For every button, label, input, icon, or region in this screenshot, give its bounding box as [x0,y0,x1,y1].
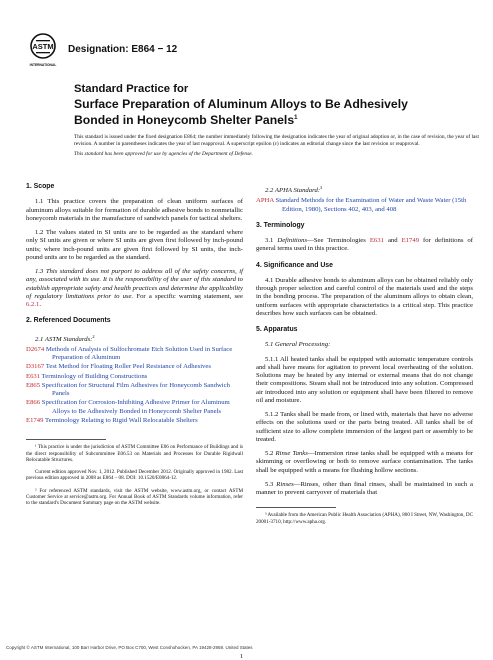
reference-item: E866 Specification for Corrosion-Inhibiting Adhesive Primer for Aluminum Alloys to Be Adhesively Bonded in Honeycomb Shelter Panels [26,399,230,415]
section-significance-heading: 4. Significance and Use [256,261,333,269]
link-6-2-1[interactable]: 6.2.1 [26,301,40,308]
ref-d2674-link[interactable]: D2674 [26,345,45,353]
ref-e865-link[interactable]: E865 [26,381,41,389]
title-footnote-mark: 1 [294,114,298,121]
intro-dod-note: This standard has been approved for use by agencies of the Department of Defense. [74,151,253,158]
ref-e1749-link[interactable]: E1749 [26,416,44,424]
para-5-1-1: 5.1.1 All heated tanks shall be equipped with automatic temperature controls and shall have means for agitation to prevent local overheating of the solution. Solutions may be heated by any internal or external means that do not change their compositions. Steam shall not be introduced into any solution. Compressed air introduced into any solution or equipment shall have been filtered to remove oil and moisture. [256,355,473,404]
section-terminology-heading: 3. Terminology [256,221,305,229]
para-5-1: 5.1 General Processing: [265,341,331,349]
para-1-3-tail: For a specific warning statement, see [133,292,243,300]
reference-item: D3167 Test Method for Floating Roller Peel Resistance of Adhesives [26,363,211,371]
link-e1749[interactable]: E1749 [401,237,420,245]
section-referenced-docs-heading: 2. Referenced Documents [26,317,111,325]
para-5-3: 5.3 Rinses—Rinses, other than final rinses, shall be maintained in such a manner to prevent carryover of materials that [256,480,474,497]
right-column: 2.2 APHA Standard:$^3$ APHA Standard Methods for the Examination of Water and Waste Water (15th Edition, 1980), Sections 402, 403, and 408 3. Terminology 3.1 Definitions—See Terminologies E631 and E1749 for definitions of general terms used in this practice. 4. Significance and Use 4.1 Durable adhesive bonds to aluminum alloys can be obtained reliably only through proper selection and careful control of the materials used and the steps in the bonding process. The preparation of the aluminum alloys to obtain clean, uniform surfaces with appropriate characteristics is a critical step. This practice describes how such surfaces can be obtained. 5. Apparatus 5.1 General Processing: 5.1.1 All heated tanks shall be equipped with automatic temperature controls and shall have means for agitation to prevent local overheating of the solution. Solutions may be heated by any internal or external means that do not change their compositions. Steam shall not be introduced into any solution. Compressed air introduced into any solution or equipment shall have been filtered to remove oil and moisture. 5.1.2 Tanks shall be made from, or lined with, materials that have no adverse effects on the solutions used or the parts being treated. All tanks shall be of sufficient size to allow complete immersion of the largest part or assembly to be treated. 5.2 Rinse Tanks—Immersion rinse tanks shall be equipped with a means for skimming or overflowing or both to remove surface contamination. The tanks shall be equipped with a means for flushing hollow sections. 5.3 Rinses—Rinses, other than final rinses, shall be maintained in such a manner to prevent carryover of materials that ³ Available from the American Public Health Association (APHA), 800 I Street, NW, Washington, DC 20001-3710, http://www.apha.org. [256,185,474,525]
apha-standard-label: 2.2 APHA Standard: [265,187,321,195]
footnote-3: ³ Available from the American Public Health Association (APHA), 800 I Street, NW, Washington, DC 20001-3710, http://www.apha.org. [256,512,473,525]
footnote-2: ² For referenced ASTM standards, visit the ASTM website, www.astm.org, or contact ASTM Customer Service at service@astm.org. For Annual Book of ASTM Standards volume information, refer to the standard's Document Summary page on the ASTM website. [26,487,243,507]
footnote-1b: Current edition approved Nov. 1, 2012. Published December 2012. Originally approved in 1982. Last previous edition approved in 2008 as E864 – 08. DOI: 10.1520/E0864-12. [26,469,243,482]
ref-e631-link[interactable]: E631 [26,372,41,380]
para-1-3-italic: 1.3 This standard does not purport to address all of the safety concerns, if any, associated with its use. It is the responsibility of the user of this standard to establish appropriate safety and health practices and determine the applicability of regulatory limitations prior to use. [26,268,243,300]
title-line3: Bonded in Honeycomb Shelter Panels [74,112,295,127]
astm-logo [28,32,58,68]
para-5-1-2: 5.1.2 Tanks shall be made from, or lined with, materials that have no adverse effects on the solutions used or the parts being treated. All tanks shall be of sufficient size to allow complete immersion of the largest part or assembly to be treated. [256,411,473,443]
section-scope-heading: 1. Scope [26,183,55,190]
svg-text:INTERNATIONAL: INTERNATIONAL [29,63,57,67]
left-column: 1. Scope 1.1 This practice covers the preparation of clean uniform surfaces of aluminum alloys suitable for formation of durable adhesive bonds to nonmetallic honeycomb materials in the manufacture of sandwich panels for tactical shelters. 1.2 The values stated in SI units are to be regarded as the standard where only SI units are given or where SI units are given first followed by inch-pound units; where inch-pound units are given first followed by SI units, the inch-pound units are to be regarded as the standard. 1.3 This standard does not purport to address all of the safety concerns, if any, associated with its use. It is the responsibility of the user of this standard to establish appropriate safety and health practices and determine the applicability of regulatory limitations prior to use. For a specific warning statement, see 6.2.1. 2. Referenced Documents 2.1 ASTM Standards:$^2$ D2674 Methods of Analysis of Sulfochromate Etch Solution Used in Surface Preparation of Aluminum D3167 Test Method for Floating Roller Peel Resistance of Adhesives E631 Terminology of Building Constructions E865 Specification for Structural Film Adhesives for Honeycomb Sandwich Panels E866 Specification for Corrosion-Inhibiting Adhesive Primer for Aluminum Alloys to Be Adhesively Bonded in Honeycomb Shelter Panels E1749 Terminology Relating to Rigid Wall Relocatable Shelters ¹ This practice is under the jurisdiction of ASTM Committee E06 on Performance of Buildings and is the direct responsibility of Subcommittee E06.53 on Materials and Processes for Durable Rigidwall Relocatable Structures. Current edition approved Nov. 1, 2012. Published December 2012. Originally approved in 1982. Last previous edition approved in 2008 as E864 – 08. DOI: 10.1520/E0864-12. ² For referenced ASTM standards, visit the ASTM website, www.astm.org, or contact ASTM Customer Service at service@astm.org. For Annual Book of ASTM Standards volume information, refer to the standard's Document Summary page on the ASTM website. [26,183,243,507]
ref-d3167-link[interactable]: D3167 [26,363,45,371]
para-3-1: 3.1 Definitions—See Terminologies E631 and E1749 for definitions of general terms used in this practice. [256,237,474,253]
intro-notice [74,134,479,162]
para-4-1: 4.1 Durable adhesive bonds to aluminum alloys can be obtained reliably only through proper selection and careful control of the materials used and the steps in the bonding process. The preparation of the aluminum alloys to obtain clean, uniform surfaces with appropriate characteristics is a critical step. This practice describes how such surfaces can be obtained. [256,276,473,317]
page-number: 1 [240,653,244,660]
para-1-3: 1.3 This standard does not purport to address all of the safety concerns, if any, associated with its use. It is the responsibility of the user of this standard to establish appropriate safety and health practices and determine the applicability of regulatory limitations prior to use. For a specific warning statement, see 6.2.1. [26,268,243,308]
intro-designation-note: This standard is issued under the fixed designation E864; the number immediately following the designation indicates the year of original adoption or, in the case of revision, the year of last revision. A number in parentheses indicates the year of last reapproval. A superscript epsilon (ε) indicates an editorial change since the last revision or reapproval. [74,134,479,147]
astm-standards-label: 2.1 ASTM Standards: [35,335,93,343]
reference-list [26,346,243,425]
title-line1: Standard Practice for [74,83,189,95]
ref-e866-link[interactable]: E866 [26,399,41,407]
footnote-divider [26,439,106,440]
reference-item: APHA Standard Methods for the Examination of Water and Waste Water (15th Edition, 1980), Sections 402, 403, and 408 [256,197,467,213]
footnote-divider [256,507,336,508]
footnote-1: ¹ This practice is under the jurisdiction of ASTM Committee E06 on Performance of Buildings and is the direct responsibility of Subcommittee E06.53 on Materials and Processes for Durable Rigidwall Relocatable Structures. [26,444,243,463]
reference-item: E1749 Terminology Relating to Rigid Wall Relocatable Shelters [26,416,198,424]
para-5-2: 5.2 Rinse Tanks—Immersion rinse tanks shall be equipped with a means for skimming or overflowing or both to remove surface contamination. The tanks shall be equipped with a means for flushing hollow sections. [256,450,473,474]
ref-apha-link[interactable]: APHA [256,197,274,205]
reference-item: E631 Terminology of Building Constructions [26,372,148,380]
document-title [74,83,474,127]
title-line2: Surface Preparation of Aluminum Alloys to Be Adhesively [74,96,408,111]
reference-item: D2674 Methods of Analysis of Sulfochromate Etch Solution Used in Surface Preparation of Aluminum [26,345,233,362]
link-e631[interactable]: E631 [369,237,384,245]
svg-text:ASTM: ASTM [32,42,54,51]
section-apparatus-heading: 5. Apparatus [256,326,298,334]
designation: Designation: E864 − 12 [68,44,178,55]
para-1-2: 1.2 The values stated in SI units are to be regarded as the standard where only SI units are given or where SI units are given first followed by inch-pound units; where inch-pound units are given first followed by SI units, the inch-pound units are to be regarded as the standard. [26,229,243,261]
para-1-1: 1.1 This practice covers the preparation of clean uniform surfaces of aluminum alloys suitable for formation of durable adhesive bonds to nonmetallic honeycomb materials in the manufacture of sandwich panels for tactical shelters. [26,198,243,222]
reference-item: E865 Specification for Structural Film Adhesives for Honeycomb Sandwich Panels [26,381,230,398]
